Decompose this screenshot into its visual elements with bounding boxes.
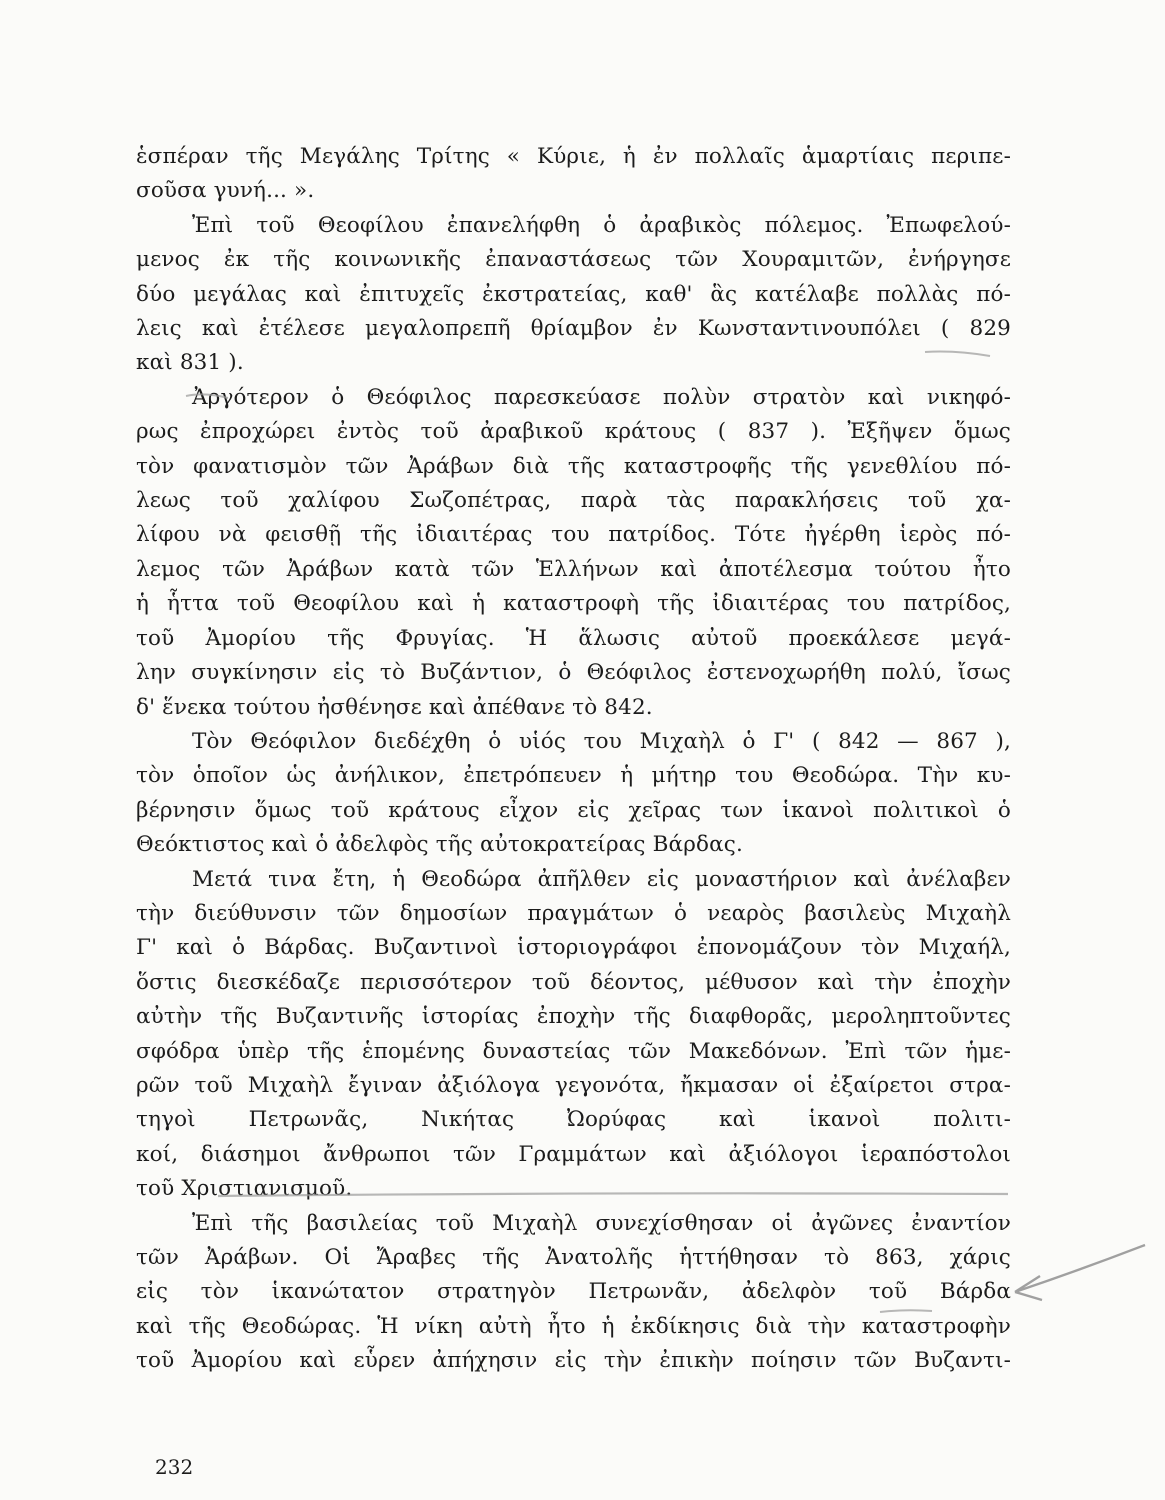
text-line: Θεόκτιστος καὶ ὁ ἀδελφὸς τῆς αὐτοκρατείρας Βάρδας. <box>136 832 743 858</box>
text-line: μενος ἐκ τῆς κοινωνικῆς ἐπαναστάσεως τῶν Χουραμιτῶν, ἐνήργησε <box>136 247 1011 273</box>
text-line: λην συγκίνησιν εἰς τὸ Βυζάντιον, ὁ Θεόφιλος ἐστενοχωρήθη πολύ, ἴσως <box>136 660 1011 686</box>
text-line: δ' ἕνεκα τούτου ἠσθένησε καὶ ἀπέθανε τὸ 842. <box>136 694 653 720</box>
text-line: Γ' καὶ ὁ Βάρδας. Βυζαντινοὶ ἱστοριογράφοι ἐπονομάζουν τὸν Μιχαήλ, <box>136 935 1011 961</box>
text-line: τηγοὶ Πετρωνᾶς, Νικήτας Ὠορύφας καὶ ἱκανοὶ πολιτι- <box>136 1107 1011 1133</box>
text-line: τοῦ Ἀμορίου τῆς Φρυγίας. Ἡ ἅλωσις αὐτοῦ προεκάλεσε μεγά- <box>136 625 1011 651</box>
text-line: εἰς τὸν ἱκανώτατον στρατηγὸν Πετρωνᾶν, ἀδελφὸν τοῦ Βάρδα <box>136 1279 1011 1305</box>
text-line: τὸν ὁποῖον ὡς ἀνήλικον, ἐπετρόπευεν ἡ μήτηρ του Θεοδώρα. Τὴν κυ- <box>136 763 1011 789</box>
page-number: 232 <box>155 1455 194 1479</box>
text-line: ὅστις διεσκέδαζε περισσότερον τοῦ δέοντος, μέθυσον καὶ τὴν ἐποχὴν <box>136 969 1011 995</box>
text-line: δύο μεγάλας καὶ ἐπιτυχεῖς ἐκστρατείας, καθ' ἃς κατέλαβε πολλὰς πό- <box>136 281 1011 307</box>
text-line: ρῶν τοῦ Μιχαὴλ ἔγιναν ἀξιόλογα γεγονότα, ἤκμασαν οἱ ἐξαίρετοι στρα- <box>136 1072 1011 1098</box>
text-line: Μετά τινα ἔτη, ἡ Θεοδώρα ἀπῆλθεν εἰς μοναστήριον καὶ ἀνέλαβεν <box>192 866 1011 892</box>
text-line: Ἐπὶ τῆς βασιλείας τοῦ Μιχαὴλ συνεχίσθησαν οἱ ἀγῶνες ἐναντίον <box>192 1210 1011 1236</box>
text-line: βέρνησιν ὅμως τοῦ κράτους εἶχον εἰς χεῖρας των ἱκανοὶ πολιτικοὶ ὁ <box>136 797 1011 823</box>
text-line: ἡ ἧττα τοῦ Θεοφίλου καὶ ἡ καταστροφὴ τῆς ἰδιαιτέρας του πατρίδος, <box>136 591 1011 617</box>
text-line: λίφου νὰ φεισθῇ τῆς ἰδιαιτέρας του πατρίδος. Τότε ἠγέρθη ἱερὸς πό- <box>136 522 1011 548</box>
text-line: αὐτὴν τῆς Βυζαντινῆς ἱστορίας ἐποχὴν τῆς διαφθορᾶς, μεροληπτοῦντες <box>136 1004 1011 1030</box>
text-line: τοῦ Χριστιανισμοῦ. <box>136 1176 353 1202</box>
text-line: σοῦσα γυνή... ». <box>136 178 315 204</box>
page-body <box>136 140 1011 1379</box>
text-line: καὶ 831 ). <box>136 350 244 376</box>
text-line: τῶν Ἀράβων. Οἱ Ἄραβες τῆς Ἀνατολῆς ἡττήθησαν τὸ 863, χάρις <box>136 1245 1011 1270</box>
text-line: σφόδρα ὑπὲρ τῆς ἑπομένης δυναστείας τῶν Μακεδόνων. Ἐπὶ τῶν ἡμε- <box>136 1038 1011 1064</box>
text-line: Τὸν Θεόφιλον διεδέχθη ὁ υἱός του Μιχαὴλ ὁ Γ' ( 842 — 867 ), <box>192 728 1011 754</box>
text-line: λεις καὶ ἐτέλεσε μεγαλοπρεπῆ θρίαμβον ἐν Κωνσταντινουπόλει ( 829 <box>136 316 1011 342</box>
text-line: κοί, διάσημοι ἄνθρωποι τῶν Γραμμάτων καὶ ἀξιόλογοι ἱεραπόστολοι <box>136 1141 1011 1167</box>
text-line: τὸν φανατισμὸν τῶν Ἀράβων διὰ τῆς καταστροφῆς τῆς γενεθλίου πό- <box>136 453 1011 479</box>
text-line: ἑσπέραν τῆς Μεγάλης Τρίτης « Κύριε, ἡ ἐν πολλαῖς ἁμαρτίαις περιπε- <box>136 144 1011 169</box>
text-line: λεμος τῶν Ἀράβων κατὰ τῶν Ἑλλήνων καὶ ἀποτέλεσμα τούτου ἦτο <box>136 556 1011 582</box>
text-line: λεως τοῦ χαλίφου Σωζοπέτρας, παρὰ τὰς παρακλήσεις τοῦ χα- <box>136 488 1011 514</box>
text-line: τὴν διεύθυνσιν τῶν δημοσίων πραγμάτων ὁ νεαρὸς βασιλεὺς Μιχαὴλ <box>136 900 1011 926</box>
pencil-arrow-icon <box>1015 1245 1145 1300</box>
text-line: καὶ τῆς Θεοδώρας. Ἡ νίκη αὐτὴ ἦτο ἡ ἐκδίκησις διὰ τὴν καταστροφὴν <box>136 1313 1011 1339</box>
text-line: Ἀργότερον ὁ Θεόφιλος παρεσκεύασε πολὺν στρατὸν καὶ νικηφό- <box>192 384 1011 410</box>
text-line: Ἐπὶ τοῦ Θεοφίλου ἐπανελήφθη ὁ ἀραβικὸς πόλεμος. Ἐπωφελού- <box>192 212 1011 238</box>
text-line: ρως ἐπροχώρει ἐντὸς τοῦ ἀραβικοῦ κράτους ( 837 ). Ἐξῆψεν ὅμως <box>136 419 1011 445</box>
text-line: τοῦ Ἀμορίου καὶ εὗρεν ἀπήχησιν εἰς τὴν ἐπικὴν ποίησιν τῶν Βυζαντι- <box>136 1348 1011 1374</box>
